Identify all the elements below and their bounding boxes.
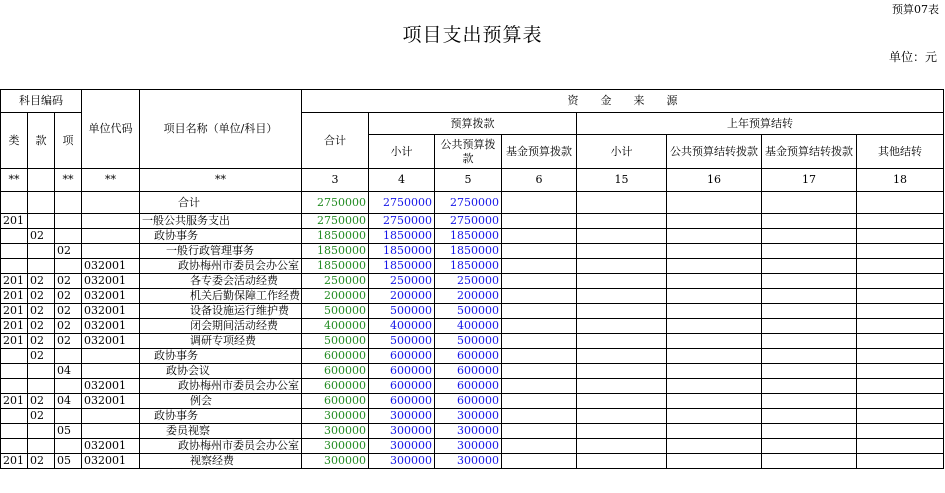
public-carry-cell bbox=[667, 214, 762, 229]
table-row bbox=[1, 364, 944, 379]
fund-alloc-cell bbox=[502, 349, 577, 364]
other-carry-cell bbox=[857, 334, 944, 349]
other-carry-cell bbox=[857, 409, 944, 424]
fund-alloc-cell bbox=[502, 192, 577, 214]
xiang-cell: 04 bbox=[55, 364, 82, 379]
fund-alloc-header: 基金预算拨款 bbox=[502, 135, 577, 169]
fund-alloc-cell bbox=[502, 334, 577, 349]
kuan-cell bbox=[28, 214, 55, 229]
other-carry-cell bbox=[857, 244, 944, 259]
project-name-cell: 各专委会活动经费 bbox=[140, 274, 302, 289]
unit-code-cell: 032001 bbox=[82, 304, 140, 319]
xiang-cell bbox=[55, 214, 82, 229]
total-cell: 300000 bbox=[302, 454, 369, 469]
other-carry-cell bbox=[857, 229, 944, 244]
unit-code-cell bbox=[82, 214, 140, 229]
xiang-cell bbox=[55, 259, 82, 274]
lei-cell: 201 bbox=[1, 319, 28, 334]
other-carry-cell bbox=[857, 289, 944, 304]
xiang-cell: 02 bbox=[55, 304, 82, 319]
table-row bbox=[1, 349, 944, 364]
subtotal-cell: 300000 bbox=[369, 409, 435, 424]
kuan-cell bbox=[28, 244, 55, 259]
xiang-cell: 04 bbox=[55, 394, 82, 409]
subtotal-cell: 300000 bbox=[369, 454, 435, 469]
public-alloc-cell: 200000 bbox=[435, 289, 502, 304]
xiang-cell: 02 bbox=[55, 274, 82, 289]
subtotal-cell: 500000 bbox=[369, 304, 435, 319]
public-alloc-cell: 300000 bbox=[435, 409, 502, 424]
form-code: 预算07表 bbox=[892, 3, 939, 16]
table-row bbox=[1, 319, 944, 334]
other-carry-cell bbox=[857, 454, 944, 469]
total-cell: 300000 bbox=[302, 424, 369, 439]
project-name-cell: 政协会议 bbox=[140, 364, 302, 379]
project-name-cell: 政协事务 bbox=[140, 349, 302, 364]
subject-code-header: 科目编码 bbox=[1, 90, 82, 113]
kuan-cell: 02 bbox=[28, 304, 55, 319]
fund-carry-cell bbox=[762, 229, 857, 244]
kuan-cell: 02 bbox=[28, 394, 55, 409]
lei-cell bbox=[1, 229, 28, 244]
kuan-cell bbox=[28, 424, 55, 439]
other-carry-cell bbox=[857, 424, 944, 439]
fund-carry-cell bbox=[762, 319, 857, 334]
total-cell: 400000 bbox=[302, 319, 369, 334]
public-alloc-cell: 1850000 bbox=[435, 229, 502, 244]
kuan-header: 款 bbox=[28, 113, 55, 169]
public-carry-cell bbox=[667, 259, 762, 274]
index-cell: 4 bbox=[369, 169, 435, 192]
unit-code-cell: 032001 bbox=[82, 259, 140, 274]
other-carry-cell bbox=[857, 379, 944, 394]
xiang-cell bbox=[55, 229, 82, 244]
fund-alloc-cell bbox=[502, 424, 577, 439]
fund-carry-cell bbox=[762, 244, 857, 259]
subtotal-cell: 600000 bbox=[369, 394, 435, 409]
fund-carry-cell bbox=[762, 454, 857, 469]
budget-table bbox=[0, 89, 944, 469]
subtotal-cell: 2750000 bbox=[369, 214, 435, 229]
subtotal-cell: 400000 bbox=[369, 319, 435, 334]
unit-label: 单位：元 bbox=[888, 50, 937, 64]
fund-carry-cell bbox=[762, 439, 857, 454]
unit-code-cell bbox=[82, 424, 140, 439]
lei-cell: 201 bbox=[1, 454, 28, 469]
public-carry-cell bbox=[667, 289, 762, 304]
lei-cell: 201 bbox=[1, 214, 28, 229]
project-name-cell: 委员视察 bbox=[140, 424, 302, 439]
public-alloc-cell: 600000 bbox=[435, 364, 502, 379]
project-name-cell: 合计 bbox=[140, 192, 302, 214]
fund-carry-cell bbox=[762, 409, 857, 424]
xiang-cell bbox=[55, 192, 82, 214]
project-name-cell: 一般公共服务支出 bbox=[140, 214, 302, 229]
total-cell: 600000 bbox=[302, 349, 369, 364]
project-name-cell: 闭会期间活动经费 bbox=[140, 319, 302, 334]
xiang-cell bbox=[55, 379, 82, 394]
table-row bbox=[1, 214, 944, 229]
public-alloc-cell: 300000 bbox=[435, 454, 502, 469]
unit-code-cell bbox=[82, 244, 140, 259]
unit-code-cell: 032001 bbox=[82, 319, 140, 334]
total-cell: 2750000 bbox=[302, 214, 369, 229]
other-carry-header: 其他结转 bbox=[857, 135, 944, 169]
public-carry-cell bbox=[667, 274, 762, 289]
fund-alloc-cell bbox=[502, 394, 577, 409]
index-cell bbox=[28, 169, 55, 192]
public-alloc-cell: 1850000 bbox=[435, 244, 502, 259]
unit-code-cell: 032001 bbox=[82, 439, 140, 454]
fund-alloc-cell bbox=[502, 364, 577, 379]
table-row bbox=[1, 274, 944, 289]
xiang-cell: 05 bbox=[55, 424, 82, 439]
budget-alloc-header: 预算拨款 bbox=[369, 113, 577, 135]
lei-cell bbox=[1, 259, 28, 274]
table-row bbox=[1, 379, 944, 394]
project-name-cell: 机关后勤保障工作经费 bbox=[140, 289, 302, 304]
carry-subtotal-cell bbox=[577, 439, 667, 454]
xiang-cell bbox=[55, 439, 82, 454]
carry-subtotal-cell bbox=[577, 364, 667, 379]
kuan-cell: 02 bbox=[28, 349, 55, 364]
fund-alloc-cell bbox=[502, 214, 577, 229]
public-carry-cell bbox=[667, 334, 762, 349]
kuan-cell: 02 bbox=[28, 289, 55, 304]
fund-carry-cell bbox=[762, 394, 857, 409]
lei-cell: 201 bbox=[1, 304, 28, 319]
other-carry-cell bbox=[857, 259, 944, 274]
public-carry-cell bbox=[667, 439, 762, 454]
subtotal-cell: 250000 bbox=[369, 274, 435, 289]
carry-subtotal-cell bbox=[577, 259, 667, 274]
lei-cell bbox=[1, 424, 28, 439]
lei-cell bbox=[1, 349, 28, 364]
lei-cell bbox=[1, 364, 28, 379]
fund-alloc-cell bbox=[502, 304, 577, 319]
table-row bbox=[1, 289, 944, 304]
public-alloc-cell: 2750000 bbox=[435, 192, 502, 214]
carry-subtotal-cell bbox=[577, 424, 667, 439]
index-cell: ** bbox=[1, 169, 28, 192]
index-cell: 16 bbox=[667, 169, 762, 192]
fund-alloc-cell bbox=[502, 454, 577, 469]
carry-subtotal-cell bbox=[577, 229, 667, 244]
index-cell: ** bbox=[140, 169, 302, 192]
subtotal-cell: 200000 bbox=[369, 289, 435, 304]
unit-code-cell bbox=[82, 364, 140, 379]
subtotal-cell: 300000 bbox=[369, 424, 435, 439]
total-cell: 600000 bbox=[302, 364, 369, 379]
public-alloc-cell: 600000 bbox=[435, 379, 502, 394]
table-row bbox=[1, 439, 944, 454]
fund-carry-cell bbox=[762, 304, 857, 319]
index-cell: 3 bbox=[302, 169, 369, 192]
project-name-header: 项目名称（单位/科目） bbox=[140, 90, 302, 169]
kuan-cell bbox=[28, 364, 55, 379]
total-cell: 600000 bbox=[302, 394, 369, 409]
subtotal-cell: 600000 bbox=[369, 349, 435, 364]
subtotal-cell: 600000 bbox=[369, 364, 435, 379]
total-cell: 1850000 bbox=[302, 244, 369, 259]
fund-carry-cell bbox=[762, 289, 857, 304]
index-row bbox=[1, 169, 944, 192]
table-row bbox=[1, 244, 944, 259]
subtotal-header: 小计 bbox=[369, 135, 435, 169]
fund-alloc-cell bbox=[502, 409, 577, 424]
fund-alloc-cell bbox=[502, 379, 577, 394]
xiang-header: 项 bbox=[55, 113, 82, 169]
public-carry-cell bbox=[667, 349, 762, 364]
index-cell: 18 bbox=[857, 169, 944, 192]
fund-carry-cell bbox=[762, 364, 857, 379]
carry-subtotal-cell bbox=[577, 244, 667, 259]
carry-subtotal-cell bbox=[577, 319, 667, 334]
kuan-cell bbox=[28, 439, 55, 454]
total-cell: 500000 bbox=[302, 334, 369, 349]
public-carry-cell bbox=[667, 192, 762, 214]
index-cell: 5 bbox=[435, 169, 502, 192]
public-carry-cell bbox=[667, 304, 762, 319]
unit-code-cell bbox=[82, 409, 140, 424]
public-alloc-cell: 500000 bbox=[435, 334, 502, 349]
xiang-cell: 02 bbox=[55, 334, 82, 349]
public-carry-cell bbox=[667, 394, 762, 409]
table-row bbox=[1, 424, 944, 439]
unit-code-cell: 032001 bbox=[82, 334, 140, 349]
index-cell: 15 bbox=[577, 169, 667, 192]
kuan-cell bbox=[28, 379, 55, 394]
lei-cell: 201 bbox=[1, 289, 28, 304]
carry-subtotal-cell bbox=[577, 304, 667, 319]
carry-subtotal-cell bbox=[577, 454, 667, 469]
fund-carry-cell bbox=[762, 379, 857, 394]
unit-code-cell: 032001 bbox=[82, 394, 140, 409]
lei-cell: 201 bbox=[1, 334, 28, 349]
project-name-cell: 政协梅州市委员会办公室 bbox=[140, 379, 302, 394]
kuan-cell: 02 bbox=[28, 454, 55, 469]
lei-cell bbox=[1, 379, 28, 394]
prev-carryover-header: 上年预算结转 bbox=[577, 113, 944, 135]
other-carry-cell bbox=[857, 319, 944, 334]
index-cell: ** bbox=[82, 169, 140, 192]
lei-cell bbox=[1, 244, 28, 259]
total-cell: 250000 bbox=[302, 274, 369, 289]
public-alloc-cell: 400000 bbox=[435, 319, 502, 334]
project-name-cell: 例会 bbox=[140, 394, 302, 409]
carry-subtotal-cell bbox=[577, 334, 667, 349]
subtotal-cell: 2750000 bbox=[369, 192, 435, 214]
other-carry-cell bbox=[857, 349, 944, 364]
subtotal-cell: 1850000 bbox=[369, 244, 435, 259]
project-name-cell: 政协梅州市委员会办公室 bbox=[140, 439, 302, 454]
other-carry-cell bbox=[857, 364, 944, 379]
table-row bbox=[1, 454, 944, 469]
fund-alloc-cell bbox=[502, 244, 577, 259]
subtotal-cell: 1850000 bbox=[369, 229, 435, 244]
fund-carry-cell bbox=[762, 334, 857, 349]
project-name-cell: 视察经费 bbox=[140, 454, 302, 469]
lei-cell: 201 bbox=[1, 394, 28, 409]
other-carry-cell bbox=[857, 394, 944, 409]
table-row bbox=[1, 192, 944, 214]
other-carry-cell bbox=[857, 304, 944, 319]
kuan-cell: 02 bbox=[28, 229, 55, 244]
public-alloc-cell: 500000 bbox=[435, 304, 502, 319]
kuan-cell: 02 bbox=[28, 274, 55, 289]
kuan-cell: 02 bbox=[28, 409, 55, 424]
unit-code-cell: 032001 bbox=[82, 454, 140, 469]
subtotal-cell: 600000 bbox=[369, 379, 435, 394]
carry-subtotal-cell bbox=[577, 274, 667, 289]
subtotal-cell: 300000 bbox=[369, 439, 435, 454]
carry-subtotal-cell bbox=[577, 409, 667, 424]
fund-alloc-cell bbox=[502, 229, 577, 244]
table-row bbox=[1, 259, 944, 274]
fund-carry-cell bbox=[762, 214, 857, 229]
public-alloc-cell: 600000 bbox=[435, 394, 502, 409]
lei-cell: 201 bbox=[1, 274, 28, 289]
unit-code-cell bbox=[82, 349, 140, 364]
project-name-cell: 设备设施运行维护费 bbox=[140, 304, 302, 319]
table-row bbox=[1, 409, 944, 424]
project-name-cell: 政协事务 bbox=[140, 229, 302, 244]
unit-code-cell: 032001 bbox=[82, 274, 140, 289]
fund-alloc-cell bbox=[502, 439, 577, 454]
other-carry-cell bbox=[857, 214, 944, 229]
public-alloc-cell: 250000 bbox=[435, 274, 502, 289]
table-row bbox=[1, 229, 944, 244]
project-name-cell: 政协事务 bbox=[140, 409, 302, 424]
total-cell: 500000 bbox=[302, 304, 369, 319]
fund-carry-cell bbox=[762, 349, 857, 364]
public-alloc-cell: 300000 bbox=[435, 424, 502, 439]
public-alloc-cell: 1850000 bbox=[435, 259, 502, 274]
public-carry-cell bbox=[667, 229, 762, 244]
lei-cell bbox=[1, 439, 28, 454]
carry-subtotal-cell bbox=[577, 349, 667, 364]
public-carry-cell bbox=[667, 319, 762, 334]
public-carry-cell bbox=[667, 424, 762, 439]
public-carry-cell bbox=[667, 364, 762, 379]
fund-carry-cell bbox=[762, 274, 857, 289]
total-cell: 300000 bbox=[302, 409, 369, 424]
xiang-cell: 02 bbox=[55, 319, 82, 334]
fund-alloc-cell bbox=[502, 274, 577, 289]
fund-carry-cell bbox=[762, 424, 857, 439]
public-carry-header: 公共预算结转拨款 bbox=[667, 135, 762, 169]
project-name-cell: 政协梅州市委员会办公室 bbox=[140, 259, 302, 274]
total-cell: 600000 bbox=[302, 379, 369, 394]
fund-alloc-cell bbox=[502, 259, 577, 274]
public-carry-cell bbox=[667, 244, 762, 259]
xiang-cell bbox=[55, 409, 82, 424]
kuan-cell bbox=[28, 192, 55, 214]
xiang-cell bbox=[55, 349, 82, 364]
carry-subtotal-cell bbox=[577, 289, 667, 304]
total-cell: 300000 bbox=[302, 439, 369, 454]
total-header: 合计 bbox=[302, 113, 369, 169]
lei-cell bbox=[1, 192, 28, 214]
index-cell: 6 bbox=[502, 169, 577, 192]
funding-source-header: 资 金 来 源 bbox=[302, 90, 944, 113]
table-row bbox=[1, 394, 944, 409]
other-carry-cell bbox=[857, 439, 944, 454]
carry-subtotal-cell bbox=[577, 394, 667, 409]
carry-subtotal-cell bbox=[577, 379, 667, 394]
page-title: 项目支出预算表 bbox=[402, 24, 543, 46]
fund-alloc-cell bbox=[502, 289, 577, 304]
table-row bbox=[1, 334, 944, 349]
unit-code-cell: 032001 bbox=[82, 379, 140, 394]
subtotal-cell: 1850000 bbox=[369, 259, 435, 274]
unit-code-cell bbox=[82, 192, 140, 214]
total-cell: 1850000 bbox=[302, 229, 369, 244]
public-alloc-cell: 300000 bbox=[435, 439, 502, 454]
fund-alloc-cell bbox=[502, 319, 577, 334]
subtotal2-header: 小计 bbox=[577, 135, 667, 169]
public-carry-cell bbox=[667, 454, 762, 469]
unit-code-cell bbox=[82, 229, 140, 244]
public-alloc-cell: 2750000 bbox=[435, 214, 502, 229]
lei-header: 类 bbox=[1, 113, 28, 169]
index-cell: 17 bbox=[762, 169, 857, 192]
carry-subtotal-cell bbox=[577, 214, 667, 229]
unit-code-header: 单位代码 bbox=[82, 90, 140, 169]
public-alloc-header: 公共预算拨款 bbox=[435, 135, 502, 169]
project-name-cell: 一般行政管理事务 bbox=[140, 244, 302, 259]
other-carry-cell bbox=[857, 274, 944, 289]
unit-code-cell: 032001 bbox=[82, 289, 140, 304]
subtotal-cell: 500000 bbox=[369, 334, 435, 349]
xiang-cell: 05 bbox=[55, 454, 82, 469]
index-cell: ** bbox=[55, 169, 82, 192]
kuan-cell: 02 bbox=[28, 334, 55, 349]
total-cell: 200000 bbox=[302, 289, 369, 304]
xiang-cell: 02 bbox=[55, 244, 82, 259]
fund-carry-header: 基金预算结转拨款 bbox=[762, 135, 857, 169]
public-alloc-cell: 600000 bbox=[435, 349, 502, 364]
other-carry-cell bbox=[857, 192, 944, 214]
carry-subtotal-cell bbox=[577, 192, 667, 214]
public-carry-cell bbox=[667, 409, 762, 424]
table-row bbox=[1, 304, 944, 319]
total-cell: 1850000 bbox=[302, 259, 369, 274]
lei-cell bbox=[1, 409, 28, 424]
fund-carry-cell bbox=[762, 192, 857, 214]
xiang-cell: 02 bbox=[55, 289, 82, 304]
kuan-cell bbox=[28, 259, 55, 274]
fund-carry-cell bbox=[762, 259, 857, 274]
total-cell: 2750000 bbox=[302, 192, 369, 214]
public-carry-cell bbox=[667, 379, 762, 394]
kuan-cell: 02 bbox=[28, 319, 55, 334]
project-name-cell: 调研专项经费 bbox=[140, 334, 302, 349]
